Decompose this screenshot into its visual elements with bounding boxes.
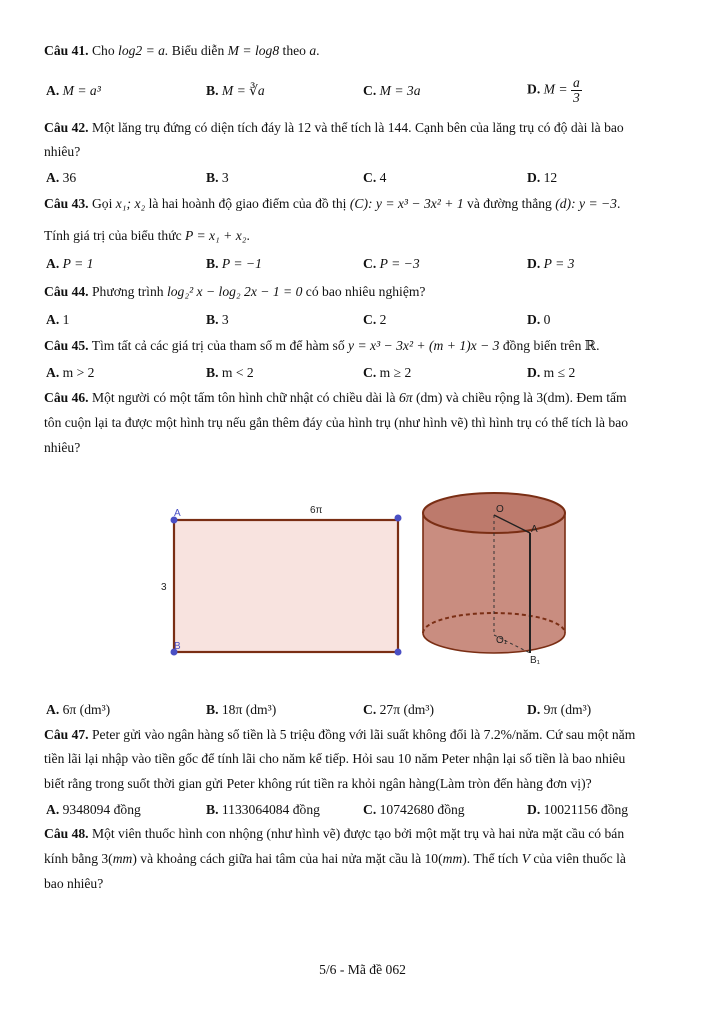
- question-47: Câu 47. Peter gửi vào ngân hàng số tiền là 5 triệu đồng với lãi suất không đổi là 7.2%/năm. Cứ sau một năm: [44, 727, 636, 742]
- q42-option-b[interactable]: B. 3: [206, 170, 229, 185]
- question-43-cont: Tính giá trị của biểu thức P = x₁ + x₂.: [44, 228, 250, 243]
- q43-option-d[interactable]: D. P = 3: [527, 256, 575, 271]
- q46-option-a[interactable]: A. 6π (dm³): [46, 702, 111, 717]
- label-length: 6π: [310, 505, 323, 516]
- fraction: $\frac{a}{3}$: [572, 75, 580, 105]
- q47-option-a[interactable]: A. 9348094 đồng: [46, 802, 141, 817]
- label-a-cyl: A: [531, 524, 538, 535]
- q45-option-a[interactable]: A. m > 2: [46, 365, 95, 380]
- q41-option-d[interactable]: D. M = $\frac{a}{3}$: [527, 75, 580, 105]
- question-48: Câu 48. Một viên thuốc hình con nhộng (như hình vẽ) được tạo bởi một mặt trụ và hai nửa mặt cầu có bán: [44, 826, 625, 841]
- q44-option-d[interactable]: D. 0: [527, 312, 551, 327]
- question-42: Câu 42. Một lăng trụ đứng có diện tích đáy là 12 và thể tích là 144. Cạnh bên của lăng trụ có độ dài là bao: [44, 120, 624, 135]
- page-footer: 5/6 - Mã đề 062: [319, 962, 406, 977]
- q47-option-b[interactable]: B. 1133064084 đồng: [206, 802, 320, 817]
- label-b1: B₁: [530, 655, 541, 666]
- question-44: Câu 44. Phương trình log₂² x − log₂ 2x − 1 = 0 có bao nhiêu nghiệm?: [44, 284, 426, 299]
- label-width: 3: [161, 582, 167, 593]
- q46-option-b[interactable]: B. 18π (dm³): [206, 702, 277, 717]
- q43-option-c[interactable]: C. P = −3: [363, 256, 420, 271]
- rectangle-sheet-figure: [150, 495, 415, 670]
- q44-option-b[interactable]: B. 3: [206, 312, 229, 327]
- sheet-rectangle: [174, 520, 398, 652]
- q42-option-d[interactable]: D. 12: [527, 170, 558, 185]
- q46-option-c[interactable]: C. 27π (dm³): [363, 702, 434, 717]
- q42-option-c[interactable]: C. 4: [363, 170, 387, 185]
- question-41: Câu 41. Cho log2 = a. Biểu diễn M = log8 theo a.: [44, 43, 320, 58]
- q41-option-a[interactable]: A. M = a³: [46, 83, 101, 98]
- q42-option-a[interactable]: A. 36: [46, 170, 77, 185]
- cylinder-figure: [418, 485, 573, 675]
- q47-option-d[interactable]: D. 10021156 đồng: [527, 802, 629, 817]
- question-43: Câu 43. Gọi x₁; x₂ là hai hoành độ giao điểm của đồ thị (C): y = x³ − 3x² + 1 và đường thẳng (d): y = −3.: [44, 196, 621, 211]
- q44-option-c[interactable]: C. 2: [363, 312, 387, 327]
- q46-option-d[interactable]: D. 9π (dm³): [527, 702, 592, 717]
- label-o: O: [496, 504, 504, 515]
- q45-option-c[interactable]: C. m ≥ 2: [363, 365, 412, 380]
- q44-option-a[interactable]: A. 1: [46, 312, 70, 327]
- question-46-cont: tôn cuộn lại ta được một hình trụ nếu gắn thêm đáy của hình trụ (như hình vẽ) thì hình trụ có thể tích là bao: [44, 415, 629, 430]
- question-45: Câu 45. Tìm tất cả các giá trị của tham số m để hàm số y = x³ − 3x² + (m + 1)x − 3 đồng biến trên ℝ.: [44, 338, 600, 353]
- question-47-cont2: biết rằng trong suốt thời gian gửi Peter không rút tiền ra khỏi ngân hàng(Làm tròn đến hàng đơn vị)?: [44, 776, 592, 791]
- question-46-cont2: nhiêu?: [44, 440, 81, 455]
- question-46: Câu 46. Một người có một tấm tôn hình chữ nhật có chiều dài là 6π (dm) và chiều rộng là 3(dm). Đem tấm: [44, 390, 627, 405]
- label-a: A: [174, 508, 181, 519]
- question-47-cont: tiền lãi lại nhập vào tiền gốc để tính lãi cho năm kế tiếp. Hỏi sau 10 năm Peter nhận lại số tiền là bao nhiêu: [44, 751, 626, 766]
- question-42-cont: nhiêu?: [44, 144, 81, 159]
- question-48-cont2: bao nhiêu?: [44, 876, 104, 891]
- vertex-top-right: [395, 515, 402, 522]
- q43-option-b[interactable]: B. P = −1: [206, 256, 262, 271]
- label-b: B: [174, 641, 181, 652]
- label-o1: O₁: [496, 635, 508, 646]
- question-48-cont: kính bằng 3(mm) và khoảng cách giữa hai tâm của hai nửa mặt cầu là 10(mm). Thể tích V của viên thuốc là: [44, 851, 626, 866]
- q45-option-b[interactable]: B. m < 2: [206, 365, 254, 380]
- q43-option-a[interactable]: A. P = 1: [46, 256, 94, 271]
- q47-option-c[interactable]: C. 10742680 đồng: [363, 802, 465, 817]
- q41-option-c[interactable]: C. M = 3a: [363, 83, 421, 98]
- q45-option-d[interactable]: D. m ≤ 2: [527, 365, 576, 380]
- q41-option-b[interactable]: B. M = ∛a: [206, 83, 265, 98]
- vertex-bottom-right: [395, 649, 402, 656]
